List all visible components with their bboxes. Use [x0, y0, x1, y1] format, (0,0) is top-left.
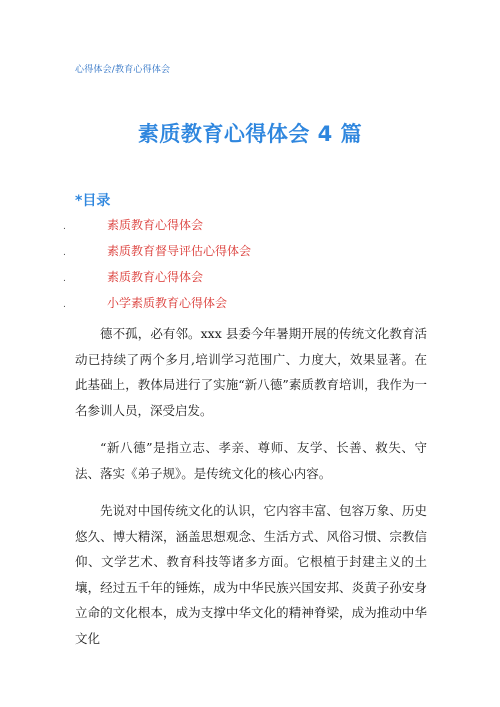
toc-bullet: .	[63, 300, 66, 310]
body-paragraph: 德不孤，必有邻。xxx 县委今年暑期开展的传统文化教育活动已持续了两个多月,培训学习范围广、力度大，效果显著。在此基础上，教体局进行了实施“新八德”素质教育培训，我作为一名参训人员，深受启发。	[75, 326, 427, 418]
body-paragraph: 先说对中国传统文化的认识，它内容丰富、包容万象、历史悠久、博大精深，涵盖思想观念、生活方式、风俗习惯、宗教信仰、文学艺术、教育科技等诸多方面。它根植于封建主义的土壤，经过五千年的锤炼，成为中华民族兴国安邦、炎黄子孙安身立命的文化根本，成为支撑中华文化的精神脊梁，成为推动中华文化	[75, 503, 427, 646]
body-paragraph: “新八德”是指立志、孝亲、尊师、友学、长善、救失、守法、落实《弟子规》。是传统文化的核心内容。	[75, 440, 427, 481]
toc-link-3[interactable]: 素质教育心得体会	[107, 270, 204, 284]
toc-item[interactable]	[0, 238, 500, 264]
toc-link-1[interactable]: 素质教育心得体会	[107, 218, 204, 232]
breadcrumb[interactable]: 心得体会/教育心得体会	[75, 65, 171, 75]
toc-bullet: .	[63, 274, 66, 284]
page-title: 素质教育心得体会 4 篇	[137, 122, 363, 146]
toc-item[interactable]	[0, 264, 500, 290]
toc-bullet: .	[63, 222, 66, 232]
toc-item[interactable]	[0, 212, 500, 238]
toc-item[interactable]	[0, 290, 500, 316]
toc-list	[0, 212, 500, 316]
body-text	[75, 321, 427, 663]
toc-link-4[interactable]: 小学素质教育心得体会	[107, 296, 228, 310]
toc-bullet: .	[63, 248, 66, 258]
toc-link-2[interactable]: 素质教育督导评估心得体会	[107, 244, 252, 258]
toc-heading: *目录	[75, 193, 111, 209]
